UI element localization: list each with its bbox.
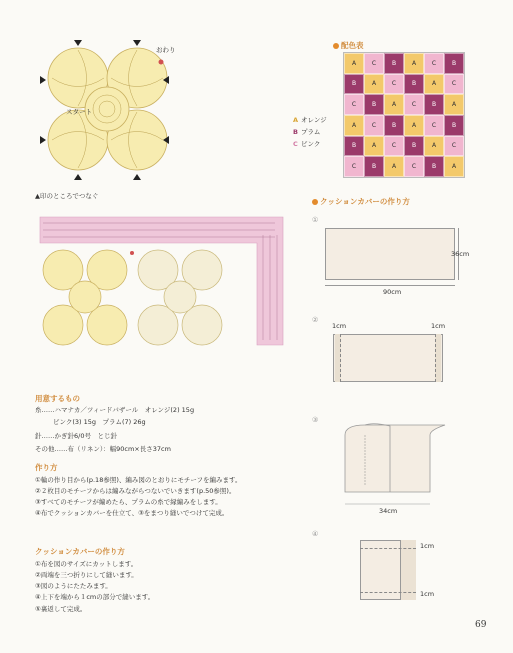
step4-top-label: 1cm bbox=[420, 542, 435, 550]
color-cell: B bbox=[404, 74, 424, 95]
color-cell: A bbox=[384, 156, 404, 177]
motif-chart-svg bbox=[40, 40, 175, 180]
bullet-icon bbox=[312, 199, 318, 205]
color-cell: C bbox=[404, 94, 424, 115]
howto-step: ④布でクッションカバーを仕立て、③をまつり縫いでつけて完成。 bbox=[35, 509, 229, 518]
step2-number: ② bbox=[312, 316, 319, 324]
step4-figure bbox=[360, 538, 470, 608]
color-cell: A bbox=[364, 74, 384, 95]
step3-number: ③ bbox=[312, 416, 319, 424]
step3-width: 34cm bbox=[379, 507, 398, 515]
legend-key: B bbox=[293, 128, 298, 136]
page-number: 69 bbox=[475, 620, 487, 630]
cover-step: ③図のようにたたみます。 bbox=[35, 582, 112, 591]
top-seam bbox=[360, 548, 416, 549]
color-cell: C bbox=[424, 53, 444, 74]
fabric-rect bbox=[325, 228, 455, 280]
bottom-seam bbox=[360, 592, 416, 593]
color-cell: B bbox=[364, 156, 384, 177]
cushion-steps-title bbox=[312, 196, 410, 207]
color-cell: C bbox=[364, 53, 384, 74]
color-cell: B bbox=[384, 115, 404, 136]
color-cell: C bbox=[404, 156, 424, 177]
color-cell: C bbox=[444, 136, 464, 157]
color-cell: C bbox=[344, 156, 364, 177]
color-cell: B bbox=[404, 136, 424, 157]
color-cell: B bbox=[364, 94, 384, 115]
step1-height: 36cm bbox=[451, 250, 470, 258]
materials-title: 用意するもの bbox=[35, 394, 80, 403]
joined-motifs-diagram bbox=[35, 215, 295, 385]
howto-list bbox=[35, 476, 242, 518]
step2-right-label: 1cm bbox=[431, 322, 446, 330]
color-chart-title bbox=[333, 40, 364, 51]
color-legend bbox=[293, 115, 327, 151]
color-cell: B bbox=[344, 74, 364, 95]
step4-number: ④ bbox=[312, 530, 319, 538]
step4-bottom-label: 1cm bbox=[420, 590, 435, 598]
color-cell: C bbox=[384, 136, 404, 157]
label-owari: おわり bbox=[156, 46, 176, 54]
color-cell: A bbox=[384, 94, 404, 115]
color-cell: B bbox=[424, 94, 444, 115]
step1-number: ① bbox=[312, 216, 319, 224]
overlap-fold bbox=[400, 540, 416, 600]
color-cell: A bbox=[424, 136, 444, 157]
color-cell: C bbox=[444, 74, 464, 95]
bullet-icon bbox=[333, 43, 339, 49]
join-caption: ▲印のところでつなぐ bbox=[35, 192, 99, 200]
color-cell: C bbox=[344, 94, 364, 115]
color-cell: C bbox=[424, 115, 444, 136]
materials-line1: 糸……ハマナカ／ツィードバザール オレンジ(2) 15g bbox=[35, 406, 195, 414]
folded-fabric-svg bbox=[335, 420, 455, 515]
legend-item bbox=[293, 115, 327, 124]
legend-item bbox=[293, 127, 327, 136]
color-cell: A bbox=[444, 94, 464, 115]
cover-step: ②両端を三つ折りにして縫います。 bbox=[35, 571, 138, 580]
legend-name: プラム bbox=[301, 128, 321, 136]
howto-step: ②２枚目のモチーフからは編みながらつないでいきます(p.50参照)。 bbox=[35, 487, 236, 496]
color-cell: B bbox=[444, 115, 464, 136]
materials-line2: ピンク(3) 15g プラム(7) 26g bbox=[53, 418, 146, 426]
legend-item bbox=[293, 139, 327, 148]
step3-figure bbox=[335, 420, 455, 515]
color-cell: B bbox=[384, 53, 404, 74]
color-cell: A bbox=[404, 115, 424, 136]
step1-width-line bbox=[325, 285, 455, 286]
howto-title: 作り方 bbox=[35, 463, 58, 472]
step2-left-label: 1cm bbox=[332, 322, 347, 330]
color-chart-title-text: 配色表 bbox=[341, 41, 364, 50]
materials-line4: その他……布（リネン）：幅90cm×長さ37cm bbox=[35, 445, 171, 453]
color-cell: A bbox=[444, 156, 464, 177]
cushion-steps-title-text: クッションカバーの作り方 bbox=[320, 197, 410, 206]
color-cell: B bbox=[344, 136, 364, 157]
color-cell: A bbox=[424, 74, 444, 95]
legend-name: ピンク bbox=[301, 140, 321, 148]
color-grid bbox=[343, 52, 465, 178]
cover-step: ①布を図のサイズにカットします。 bbox=[35, 560, 138, 568]
color-cell: C bbox=[384, 74, 404, 95]
color-cell: A bbox=[344, 53, 364, 74]
joined-motifs-svg bbox=[35, 215, 295, 385]
color-cell: C bbox=[364, 115, 384, 136]
color-cell: A bbox=[344, 115, 364, 136]
motif-diagram-top bbox=[40, 40, 175, 180]
step1-figure bbox=[325, 226, 470, 296]
step2-figure bbox=[325, 318, 450, 388]
color-cell: B bbox=[444, 53, 464, 74]
legend-key: A bbox=[293, 116, 299, 124]
color-cell: B bbox=[424, 156, 444, 177]
cover-step: ④上下を端から１cmの部分で縫います。 bbox=[35, 593, 155, 602]
howto-step: ③すべてのモチーフが編めたら、プラムの糸で縁編みをします。 bbox=[35, 498, 222, 507]
left-hem bbox=[335, 334, 341, 382]
color-cell: A bbox=[404, 53, 424, 74]
step1-width: 90cm bbox=[383, 288, 402, 296]
cover-howto-list bbox=[35, 560, 154, 613]
color-cell: A bbox=[364, 136, 384, 157]
label-start: スタート bbox=[66, 108, 92, 116]
howto-step: ①輪の作り目から(p.18参照)、編み図のとおりにモチーフを編みます。 bbox=[35, 476, 242, 484]
hemmed-fabric bbox=[333, 334, 443, 382]
legend-name: オレンジ bbox=[301, 116, 327, 124]
right-hem bbox=[435, 334, 441, 382]
materials-line3: 針……かぎ針6/0号 とじ針 bbox=[35, 432, 117, 440]
cover-step: ⑤裏返して完成。 bbox=[35, 604, 87, 613]
cover-howto-title: クッションカバーの作り方 bbox=[35, 547, 125, 556]
legend-key: C bbox=[293, 140, 298, 148]
